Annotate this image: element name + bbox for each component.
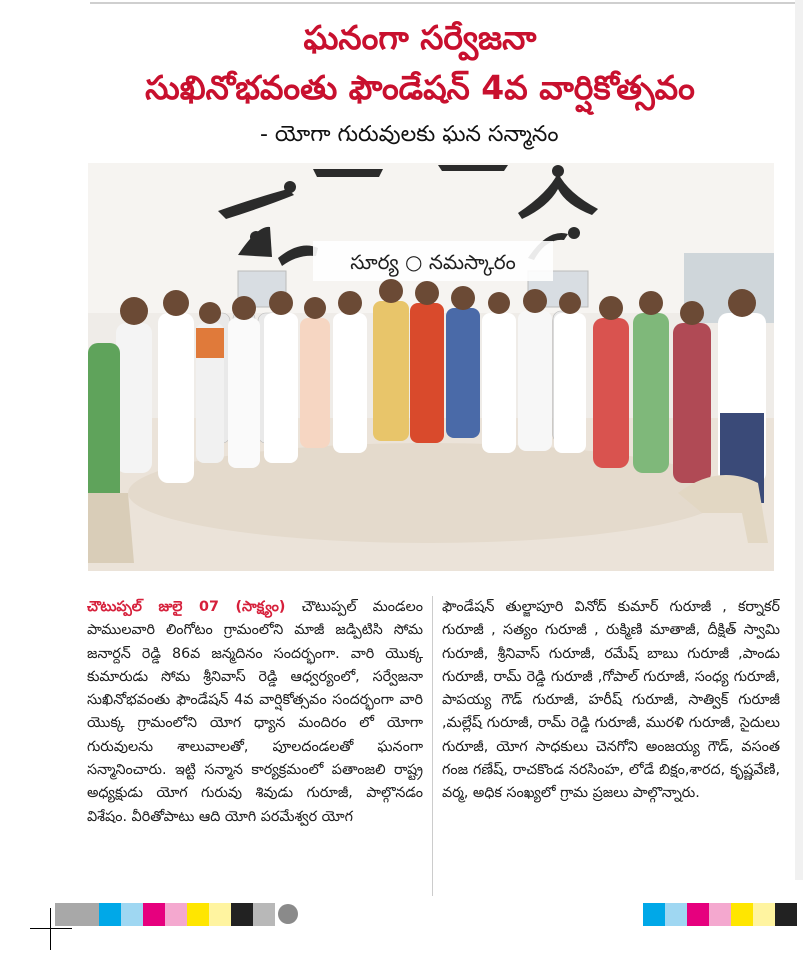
crop-mark-icon xyxy=(30,928,72,929)
article-body-left: చౌటుప్పల్ మండలం పాములవారి లింగోటం గ్రామంలోని మాజీ జడ్పిటిసి సోమ జనార్దన్ రెడ్డి 86వ జన్మదినం సందర్భంగా. వారి యొక్క కుమారుడు సోమ శ్రీనివాస్ రెడ్డి ఆధ్వర్యంలో, సర్వేజనా సుఖినోభవంతు ఫౌండేషన్ 4వ వార్షికోత్సవం సందర్భంగా వారి యొక్క గ్రామంలోని యోగ ధ్యాన మందిరం లో యోగా గురువులను శాలువాలతో, పూలదండలతో ఘనంగా సన్మానించారు. ఇట్టి సన్మాన కార్యక్రమంలో పతాంజలి రాష్ట్ర అధ్యక్షుడు యోగ గురువు శివుడు గురూజీ, పాల్గొనడం విశేషం. వీరితోపాటు ఆది యోగి పరమేశ్వర యోగ xyxy=(87,599,423,825)
registration-bar-right xyxy=(643,903,797,926)
banner-text: సూర్య ○ నమస్కారం xyxy=(350,250,516,274)
group-photo-illustration xyxy=(88,163,774,571)
article-body-right: ఫౌండేషన్ తుల్జాపూరి వినోద్ కుమార్ గురూజీ , కర్నాకర్ గురూజీ , సత్యం గురూజీ , రుక్మిణి మాతాజీ, దీక్షిత్ స్వామి గురూజీ, శ్రీనివాస్ గురూజీ, రమేష్ బాబు గురూజీ ,పాండు గురూజీ, రామ్ రెడ్డి గురూజీ ,గోపాల్ గురూజీ, సంధ్య గురూజీ, పాపయ్య గౌడ్ గురూజీ, హరీష్ గురూజీ, సాత్విక్ గురూజీ ,మల్లేష్ గురూజీ, రామ్ రెడ్డి గురూజీ, మురళి గురూజీ, సైదులు గురూజీ, యోగ సాధకులు చెనగోని అంజయ్య గౌడ్, వసంత గంజ గణేష్, రాచకొండ నరసింహ, లోడే బిక్షం,శారద, కృష్ణవేణి, వర్మ, అధిక సంఖ్యలో గ్రామ ప్రజలు పాల్గొన్నారు. xyxy=(442,599,780,802)
headline-line-2: సుఖినోభవంతు ఫౌండేషన్ 4వ వార్షికోత్సవం xyxy=(145,68,695,107)
dateline: చౌటుప్పల్ జులై 07 (సాక్ష్యం) xyxy=(87,599,286,615)
article-left-column xyxy=(87,596,423,829)
column-divider xyxy=(432,596,433,896)
page-edge xyxy=(795,0,803,880)
crop-mark-icon xyxy=(50,908,51,950)
headline-line-1: ఘనంగా సర్వేజనా xyxy=(303,18,537,57)
subheading: - యోగా గురువులకు ఘన సన్మానం xyxy=(260,122,559,147)
article-right-column xyxy=(442,596,780,806)
top-rule xyxy=(90,2,803,4)
event-photo xyxy=(88,163,774,571)
registration-bar-left xyxy=(55,903,298,926)
